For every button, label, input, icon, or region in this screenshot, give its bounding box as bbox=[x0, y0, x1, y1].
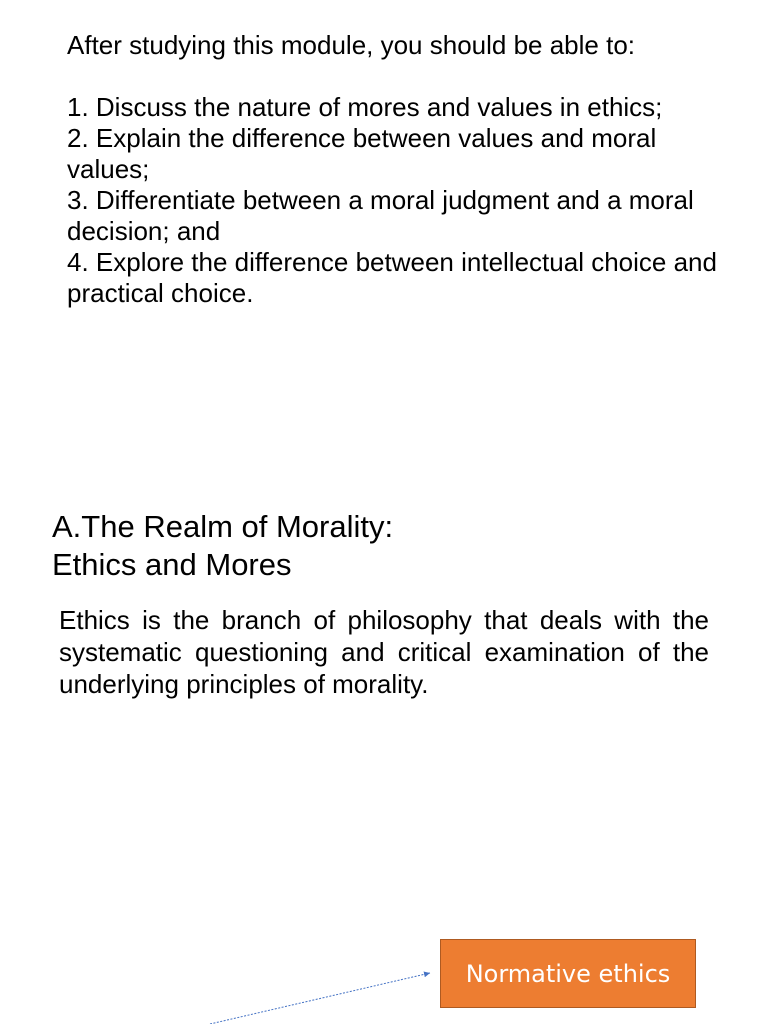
section-heading-line: A.The Realm of Morality: bbox=[52, 509, 394, 544]
objective-item: 4. Explore the difference between intellectual choice and practical choice. bbox=[67, 247, 717, 308]
normative-ethics-box bbox=[440, 939, 696, 1008]
objectives-intro: After studying this module, you should be able to: bbox=[67, 30, 636, 60]
learning-objectives bbox=[67, 30, 727, 309]
normative-ethics-label: Normative ethics bbox=[465, 959, 671, 988]
connector-arrow bbox=[210, 973, 430, 1024]
ethics-definition: Ethics is the branch of philosophy that deals with the systematic questioning and critical examination of the underlying principles of morality. bbox=[59, 605, 709, 699]
objectives-list bbox=[67, 92, 727, 309]
section-heading bbox=[52, 508, 732, 584]
objective-item: 2. Explain the difference between values and moral values; bbox=[67, 123, 657, 184]
section-heading-line: Ethics and Mores bbox=[52, 547, 292, 582]
objective-item: 3. Differentiate between a moral judgment and a moral decision; and bbox=[67, 185, 694, 246]
objective-item: 1. Discuss the nature of mores and values in ethics; bbox=[67, 92, 663, 122]
